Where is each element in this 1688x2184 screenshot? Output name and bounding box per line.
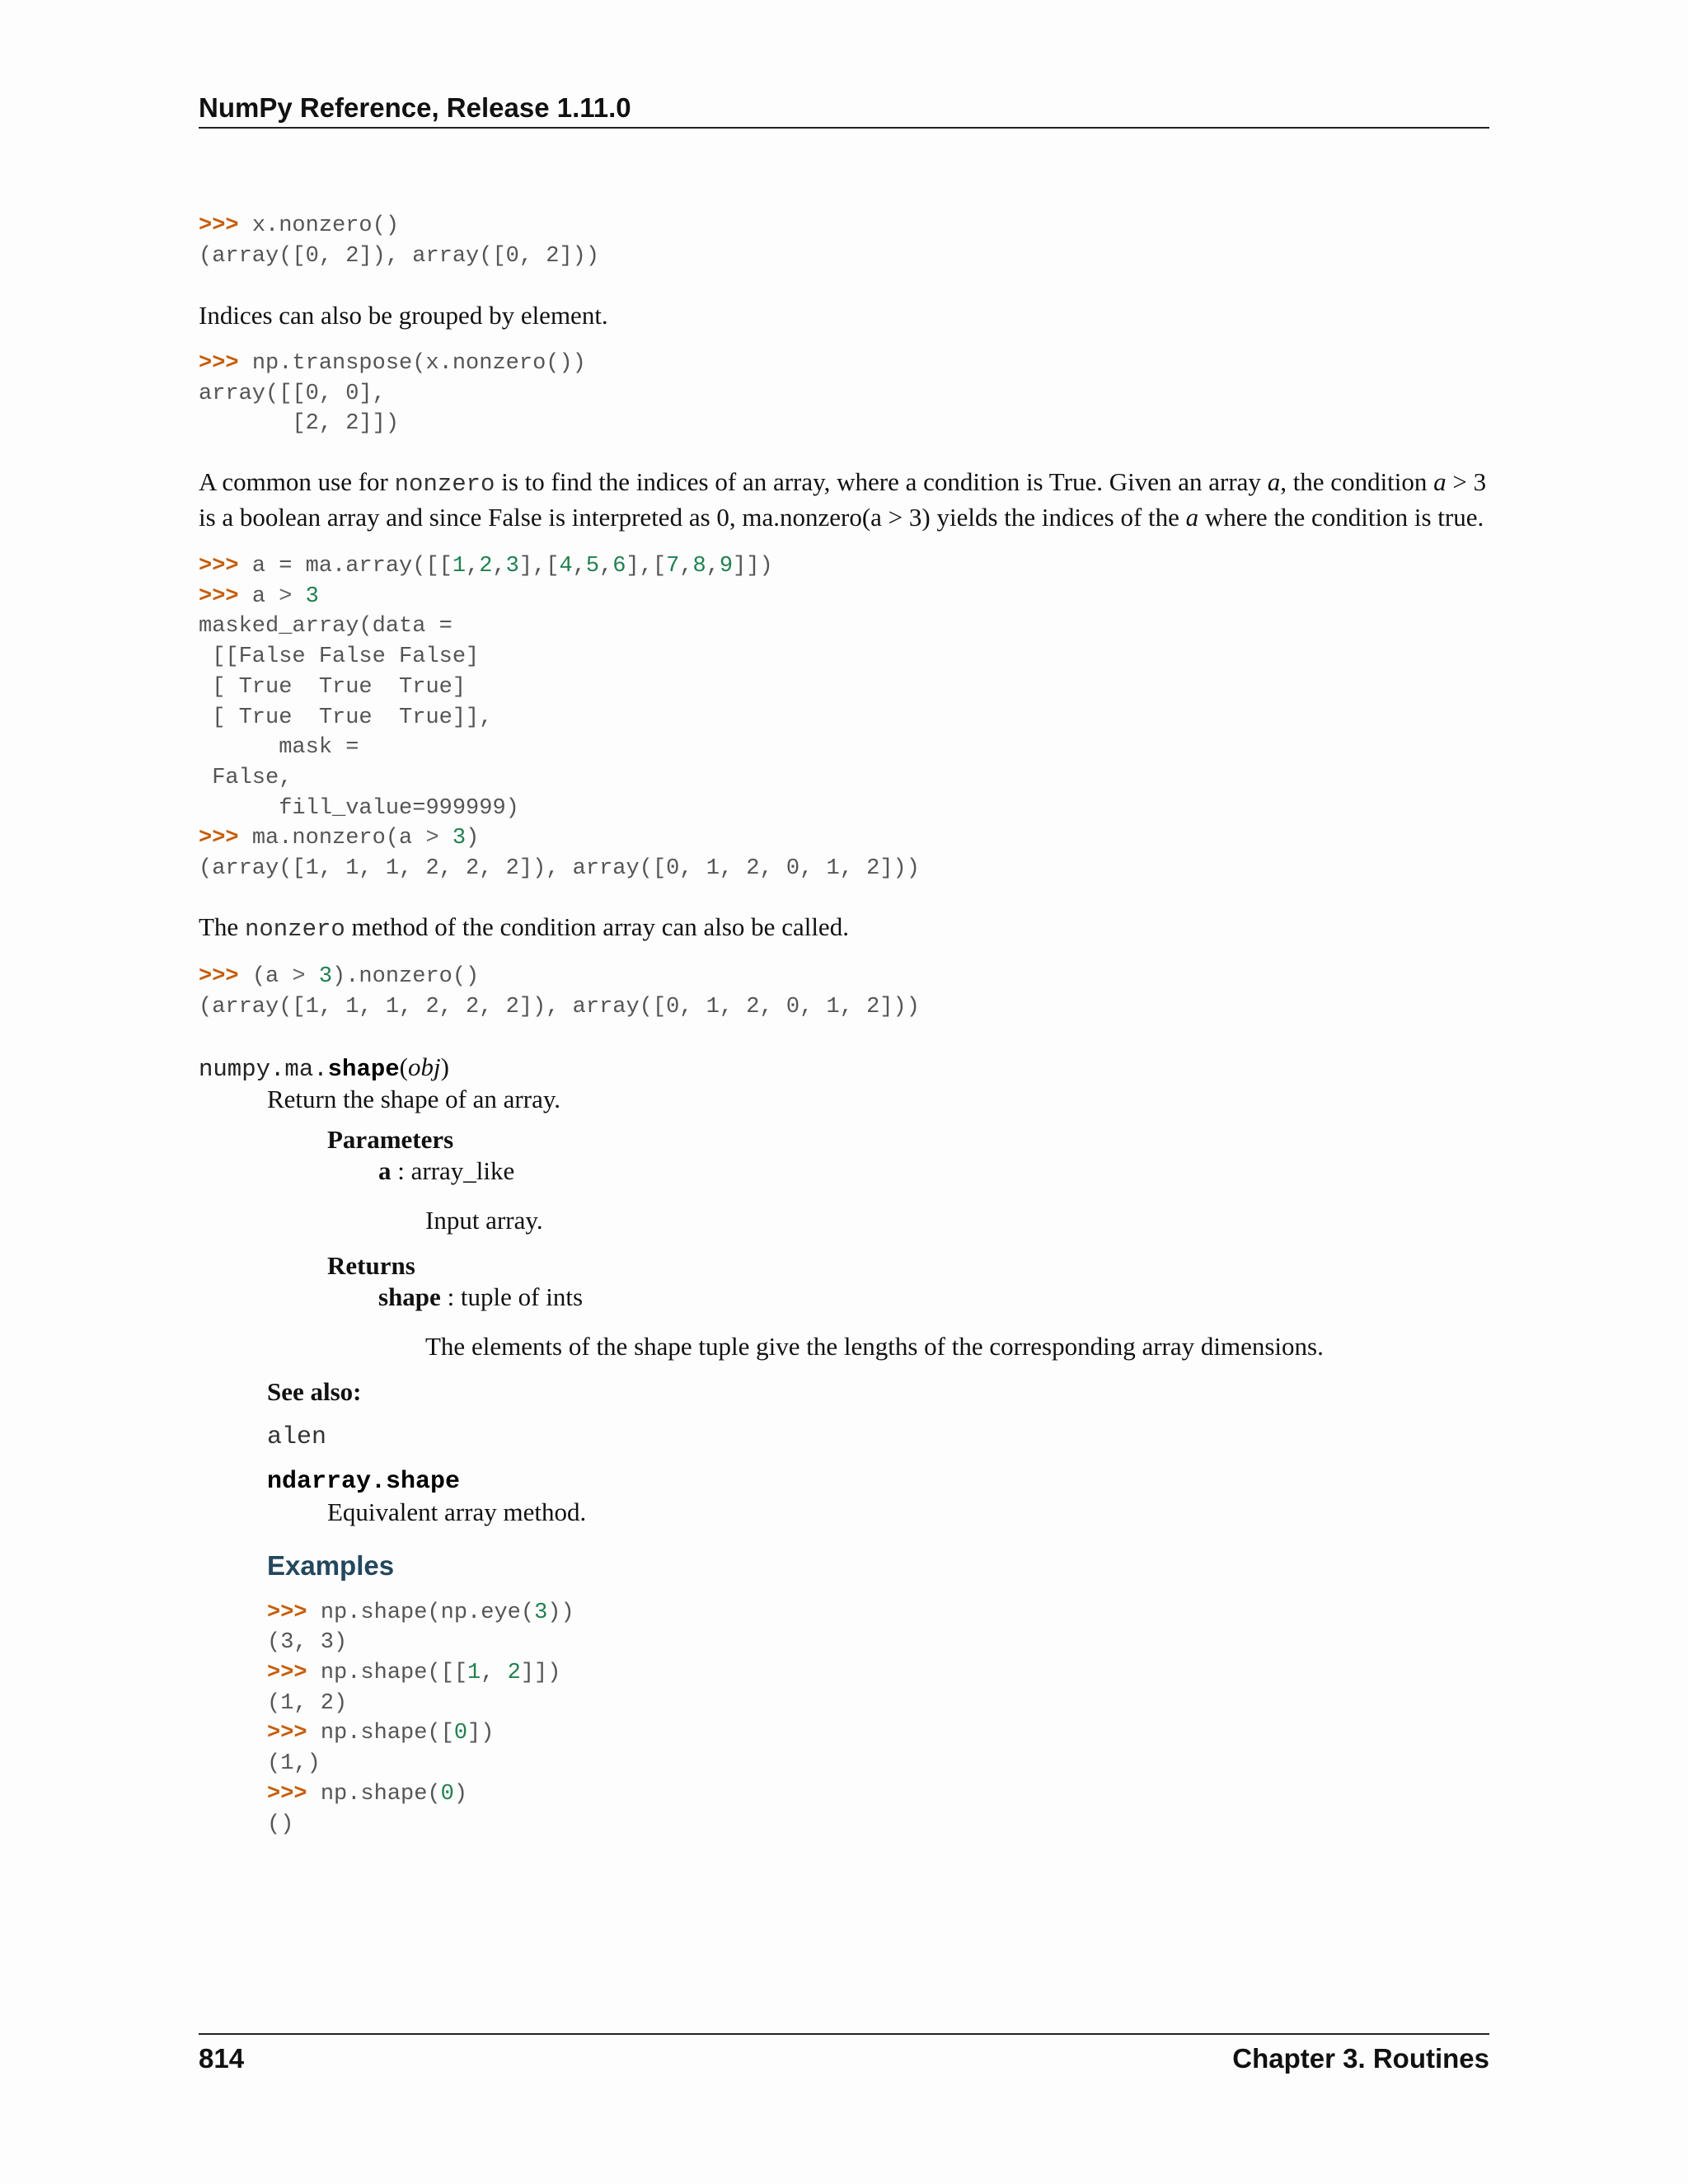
text: method of the condition array can also be called. (345, 912, 849, 941)
code-cmd: ).nonzero() (332, 964, 480, 990)
prompt: >>> (267, 1721, 321, 1746)
prompt: >>> (267, 1661, 321, 1686)
code-output: (1, 2) (267, 1690, 348, 1716)
prompt: >>> (199, 964, 252, 990)
code-output: mask = (199, 735, 359, 761)
code-cmd: x.nonzero() (251, 213, 400, 238)
code-block-condition-nonzero (199, 962, 1489, 1022)
code-cmd: np.shape( (320, 1781, 441, 1807)
code-output: masked_array(data = (199, 614, 452, 640)
num: 7 (666, 554, 680, 579)
num: 2 (479, 554, 493, 579)
text: where the condition is true. (1198, 502, 1484, 532)
num: 9 (719, 554, 734, 579)
paragraph-grouped: Indices can also be grouped by element. (199, 301, 608, 330)
code-block-transpose (199, 349, 1489, 439)
code-cmd: ]) (467, 1721, 495, 1746)
code-cmd: np.shape([ (320, 1721, 454, 1746)
param-a (378, 1155, 1489, 1188)
header-title: NumPy Reference, Release 1.11.0 (199, 92, 631, 123)
code-cmd: ]]) (520, 1661, 561, 1686)
param-type: : array_like (391, 1156, 515, 1186)
return-name: shape (378, 1282, 441, 1312)
num: 1 (452, 554, 467, 579)
code-block-masked: >>> a = ma.array([[1,2,3],[4,5,6],[7,8,9]]) >>> a > 3 masked_array(data = [[False False False] [ True True True] [ True True True]], mask = False, fill_value=999999) >>> ma.nonzero(a > 3) (array([1, 1, 1, 2, 2, 2]), array([0, 1, 2, 0, 1, 2])) (199, 554, 920, 882)
var-a: a (1433, 467, 1447, 497)
page-number: 814 (199, 2043, 245, 2074)
prompt: >>> (199, 213, 252, 238)
num: 3 (318, 964, 333, 990)
var-a: a (1267, 467, 1281, 497)
chapter-title: Chapter 3. Routines (1232, 2043, 1489, 2074)
page-content (199, 211, 1489, 1840)
code-cmd: , (481, 1661, 508, 1686)
code-cmd: np.shape([[ (320, 1661, 468, 1686)
see-also-alen[interactable]: alen (267, 1423, 327, 1452)
prompt: >>> (199, 350, 252, 376)
function-signature: numpy.ma.shape(obj) (199, 1052, 449, 1083)
paragraph-condition-array (199, 911, 1489, 946)
code-output: [ True True True]], (199, 705, 493, 730)
code-cmd: np.transpose(x.nonzero()) (251, 350, 586, 376)
return-desc: The elements of the shape tuple give the lengths of the corresponding array dimensions. (425, 1331, 1324, 1361)
prompt: >>> (267, 1600, 321, 1625)
function-body (267, 1083, 1489, 1840)
num: 4 (559, 554, 573, 579)
code-output: (3, 3) (267, 1630, 348, 1656)
func-arg: obj (407, 1052, 441, 1081)
code-output: array([[0, 0], (199, 381, 386, 406)
prompt: >>> (267, 1781, 321, 1807)
code-cmd: )) (547, 1600, 574, 1625)
code-cmd: a = ma.array([[ (251, 554, 452, 579)
param-desc: Input array. (425, 1205, 543, 1235)
see-also-label: See also: (267, 1377, 362, 1407)
params-label: Parameters (327, 1125, 454, 1155)
code-block-nonzero (199, 211, 1489, 271)
operator: > (292, 964, 306, 990)
return-shape (378, 1281, 1489, 1314)
prompt: >>> (199, 583, 252, 609)
num: 3 (534, 1600, 548, 1625)
text: > 3 is a boolean array and since False is interpreted as 0, ma.nonzero(a > 3) yields the indices of the (199, 467, 1487, 532)
code-cmd: ) (453, 1781, 468, 1807)
prompt: >>> (199, 554, 252, 579)
see-also-desc: Equivalent array method. (327, 1497, 587, 1527)
code-output: fill_value=999999) (199, 795, 519, 821)
code-cmd: np.shape(np.eye( (320, 1600, 535, 1625)
text: is to find the indices of an array, where a condition is True. Given an array (495, 467, 1268, 497)
num: 3 (452, 826, 467, 851)
see-also-ndarray-shape-link[interactable]: ndarray.shape (267, 1468, 461, 1497)
paragraph-common-use (199, 466, 1489, 533)
code-output: (array([1, 1, 1, 2, 2, 2]), array([0, 1, 2, 0, 1, 2])) (199, 994, 920, 1019)
func-prefix: numpy.ma. (199, 1055, 328, 1083)
code-block-examples (267, 1598, 1489, 1840)
code-output: () (267, 1811, 294, 1837)
text: The (199, 912, 245, 941)
func-desc: Return the shape of an array. (267, 1084, 561, 1113)
page-footer (199, 2033, 1489, 2074)
num: 5 (585, 554, 600, 579)
text: A common use for (199, 467, 395, 497)
num: 1 (467, 1661, 481, 1686)
code-cmd: (a (251, 964, 293, 990)
code-output: [ True True True] (199, 674, 467, 700)
examples-heading: Examples (267, 1549, 395, 1581)
see-also-ndarray-shape (267, 1468, 1489, 1529)
return-type: : tuple of ints (440, 1282, 584, 1312)
num: 2 (507, 1661, 521, 1686)
operator: > (279, 583, 293, 609)
code-output: (array([0, 2]), array([0, 2])) (199, 243, 600, 269)
func-name: shape (327, 1055, 400, 1083)
inline-code: nonzero (244, 915, 345, 943)
num: 8 (692, 554, 706, 579)
num: 3 (505, 554, 519, 579)
operator: > (425, 826, 439, 851)
returns-label: Returns (327, 1251, 415, 1281)
code-output: (array([1, 1, 1, 2, 2, 2]), array([0, 1, 2, 0, 1, 2])) (199, 856, 920, 882)
code-output: False, (199, 765, 293, 790)
num: 3 (305, 583, 319, 609)
code-output: [[False False False] (199, 644, 480, 670)
num: 0 (440, 1781, 454, 1807)
param-name: a (378, 1156, 392, 1186)
page-header (199, 92, 1489, 129)
code-output: (1,) (267, 1751, 321, 1777)
code-output: [2, 2]]) (199, 411, 400, 437)
num: 0 (453, 1721, 468, 1746)
code-cmd: ) (466, 826, 480, 851)
prompt: >>> (199, 826, 252, 851)
code-cmd: a (251, 583, 279, 609)
inline-code: nonzero (394, 471, 495, 499)
num: 6 (612, 554, 626, 579)
text: , the condition (1280, 467, 1434, 497)
field-list (327, 1125, 1489, 1362)
code-cmd: ma.nonzero(a (251, 826, 426, 851)
var-a: a (1185, 502, 1199, 532)
